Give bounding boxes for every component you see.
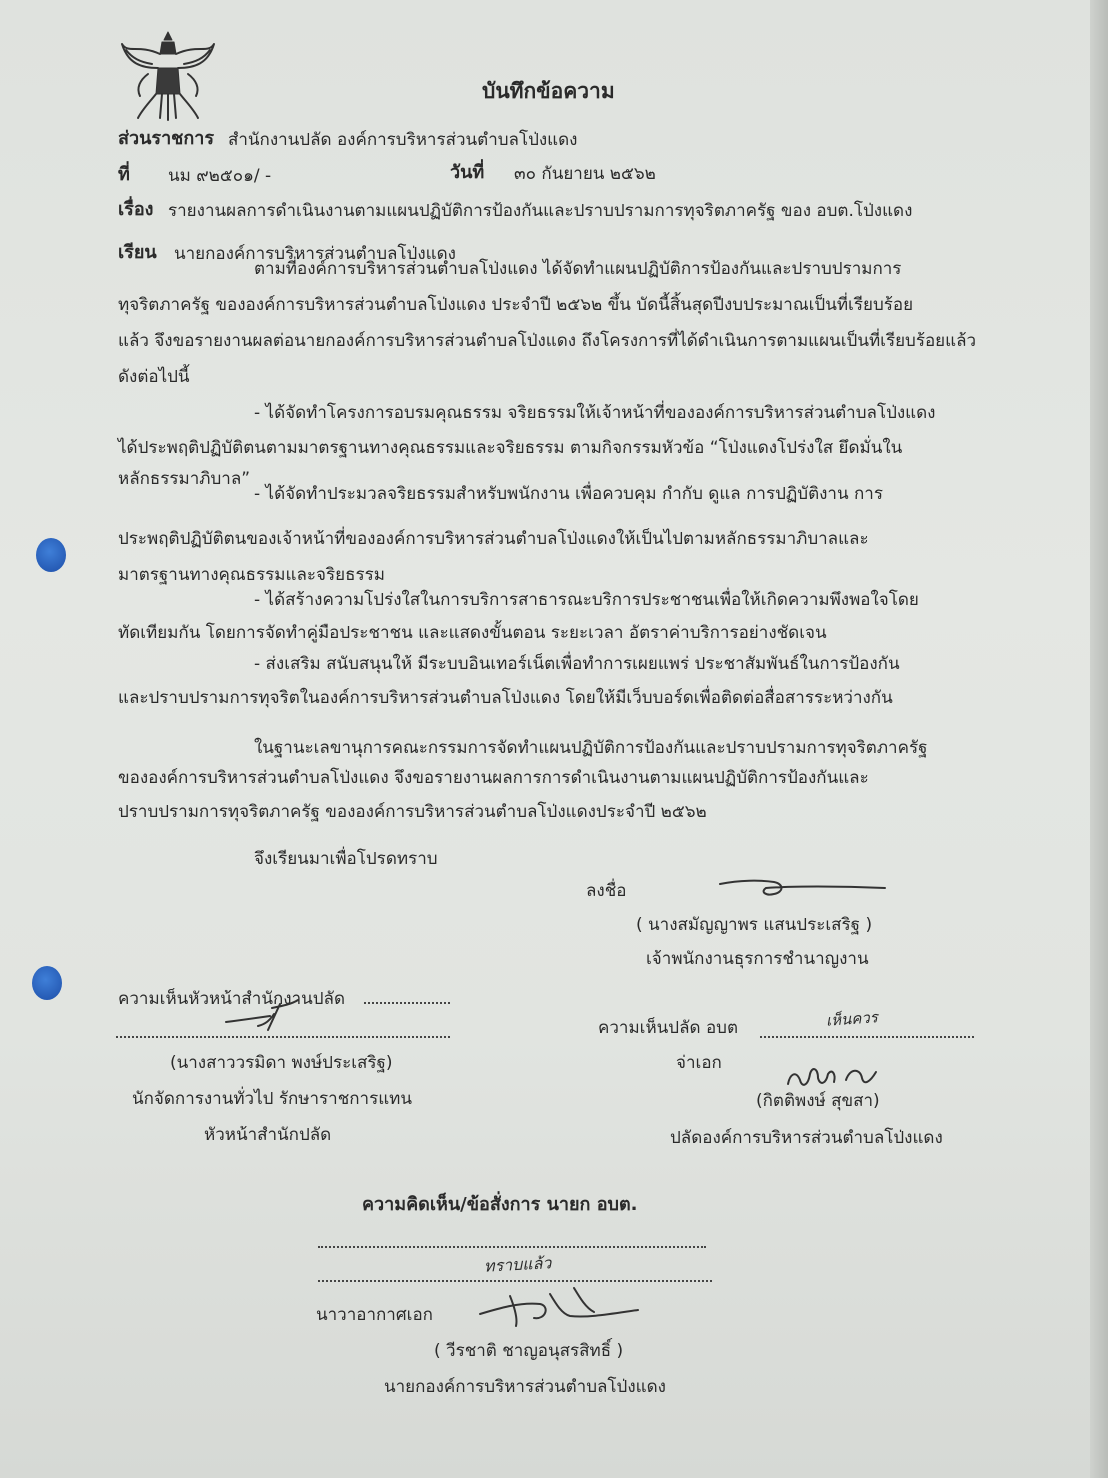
- body-line: แล้ว จึงขอรายงานผลต่อนายกองค์การบริหารส่วนตำบลโป่งแดง ถึงโครงการที่ได้ดำเนินการตามแผนเป็นที่เรียบร้อยแล้ว: [118, 331, 977, 351]
- bullet-line: - ได้จัดทำประมวลจริยธรรมสำหรับพนักงาน เพื่อควบคุม กำกับ ดูแล การปฏิบัติงาน การ: [254, 484, 883, 504]
- head-office-position: หัวหน้าสำนักปลัด: [204, 1125, 332, 1145]
- bullet-line: - ได้สร้างความโปร่งใสในการบริการสาธารณะบริการประชาชนเพื่อให้เกิดความพึงพอใจโดย: [254, 590, 919, 610]
- body-line: ขององค์การบริหารส่วนตำบลโป่งแดง จึงขอรายงานผลการการดำเนินงานตามแผนปฏิบัติการป้องกันและ: [118, 768, 869, 788]
- body-line: หลักธรรมาภิบาล”: [118, 469, 251, 489]
- mayor-dotted-line: [318, 1246, 706, 1248]
- deputy-position: ปลัดองค์การบริหารส่วนตำบลโป่งแดง: [670, 1128, 943, 1148]
- subject-label: เรื่อง: [118, 199, 154, 220]
- body-line: ดังต่อไปนี้: [118, 367, 190, 387]
- mayor-handwritten-note: ทราบแล้ว: [483, 1253, 552, 1276]
- mayor-heading: ความคิดเห็น/ข้อสั่งการ นายก อบต.: [362, 1194, 638, 1215]
- comment-dotted-line: [364, 1002, 450, 1004]
- ref-value: นม ๙๒๕๐๑/ -: [168, 166, 272, 186]
- body-line: ในฐานะเลขานุการคณะกรรมการจัดทำแผนปฏิบัติการป้องกันและปราบปรามการทุจริตภาครัฐ: [254, 738, 928, 758]
- to-label: เรียน: [118, 242, 157, 263]
- mayor-rank: นาวาอากาศเอก: [316, 1305, 433, 1325]
- comment-dotted-line: [760, 1036, 974, 1038]
- deputy-handwritten-comment: เห็นควร: [825, 1008, 879, 1030]
- body-line: ตามที่องค์การบริหารส่วนตำบลโป่งแดง ได้จัดทำแผนปฏิบัติการป้องกันและปราบปรามการ: [254, 259, 902, 279]
- body-line: มาตรฐานทางคุณธรรมและจริยธรรม: [118, 565, 385, 585]
- mayor-position: นายกองค์การบริหารส่วนตำบลโป่งแดง: [384, 1377, 666, 1397]
- signer-position: เจ้าพนักงานธุรการชำนาญงาน: [646, 949, 869, 969]
- comment-dotted-line: [116, 1036, 450, 1038]
- agency-label: ส่วนราชการ: [118, 128, 215, 149]
- body-line: ปราบปรามการทุจริตภาครัฐ ขององค์การบริหารส่วนตำบลโป่งแดงประจำปี ๒๕๖๒: [118, 802, 707, 822]
- body-line: ทัดเทียมกัน โดยการจัดทำคู่มือประชาชน และแสดงขั้นตอน ระยะเวลา อัตราค่าบริการอย่างชัดเจน: [118, 623, 827, 643]
- head-office-name: (นางสาววรมิดา พงษ์ประเสริฐ): [170, 1053, 393, 1073]
- mayor-name: ( วีรชาติ ชาญอนุสรสิทธิ์ ): [434, 1341, 624, 1361]
- head-office-comment-label: ความเห็นหัวหน้าสำนักงานปลัด: [118, 989, 345, 1009]
- deputy-name: (กิตติพงษ์ สุขสา): [756, 1091, 880, 1111]
- body-line: ได้ประพฤติปฏิบัติตนตามมาตรฐานทางคุณธรรมและจริยธรรม ตามกิจกรรมหัวข้อ “โป่งแดงโปร่งใส ยึดมั่นใน: [118, 438, 903, 458]
- paper-edge: [1090, 0, 1108, 1478]
- date-value: ๓๐ กันยายน ๒๕๖๒: [514, 164, 656, 184]
- closing-line: จึงเรียนมาเพื่อโปรดทราบ: [254, 849, 438, 869]
- memo-title: บันทึกข้อความ: [482, 79, 615, 103]
- ref-label: ที่: [118, 164, 130, 185]
- head-office-signature: [222, 996, 302, 1036]
- bullet-line: - ส่งเสริม สนับสนุนให้ มีระบบอินเทอร์เน็ตเพื่อทำการเผยแพร่ ประชาสัมพันธ์ในการป้องกัน: [254, 654, 900, 674]
- mayor-dotted-line: [318, 1280, 712, 1282]
- sign-label: ลงชื่อ: [586, 881, 627, 901]
- to-value: นายกองค์การบริหารส่วนตำบลโป่งแดง: [174, 244, 456, 264]
- punch-hole: [32, 966, 62, 1000]
- deputy-rank: จ่าเอก: [676, 1053, 722, 1073]
- date-label: วันที่: [450, 162, 485, 183]
- subject-value: รายงานผลการดำเนินงานตามแผนปฏิบัติการป้องกันและปราบปรามการทุจริตภาครัฐ ของ อบต.โป่งแดง: [168, 201, 913, 221]
- head-office-position: นักจัดการงานทั่วไป รักษาราชการแทน: [132, 1089, 412, 1109]
- deputy-comment-label: ความเห็นปลัด อบต: [598, 1018, 739, 1038]
- signer-signature: [700, 872, 890, 902]
- mayor-signature: [470, 1284, 640, 1334]
- body-line: ทุจริตภาครัฐ ขององค์การบริหารส่วนตำบลโป่งแดง ประจำปี ๒๕๖๒ ขึ้น บัดนี้สิ้นสุดปีงบประมาณเป็นที่เรียบร้อย: [118, 295, 914, 315]
- body-line: ประพฤติปฏิบัติตนของเจ้าหน้าที่ขององค์การบริหารส่วนตำบลโป่งแดงให้เป็นไปตามหลักธรรมาภิบาลและ: [118, 529, 869, 549]
- punch-hole: [36, 538, 66, 572]
- bullet-line: - ได้จัดทำโครงการอบรมคุณธรรม จริยธรรมให้เจ้าหน้าที่ขององค์การบริหารส่วนตำบลโป่งแดง: [254, 403, 936, 423]
- body-line: และปราบปรามการทุจริตในองค์การบริหารส่วนตำบลโป่งแดง โดยให้มีเว็บบอร์ดเพื่อติดต่อสื่อสารระหว่างกัน: [118, 688, 893, 708]
- signer-name: ( นางสมัญญาพร แสนประเสริฐ ): [636, 915, 873, 935]
- garuda-emblem: [118, 24, 218, 124]
- agency-value: สำนักงานปลัด องค์การบริหารส่วนตำบลโป่งแดง: [228, 130, 578, 150]
